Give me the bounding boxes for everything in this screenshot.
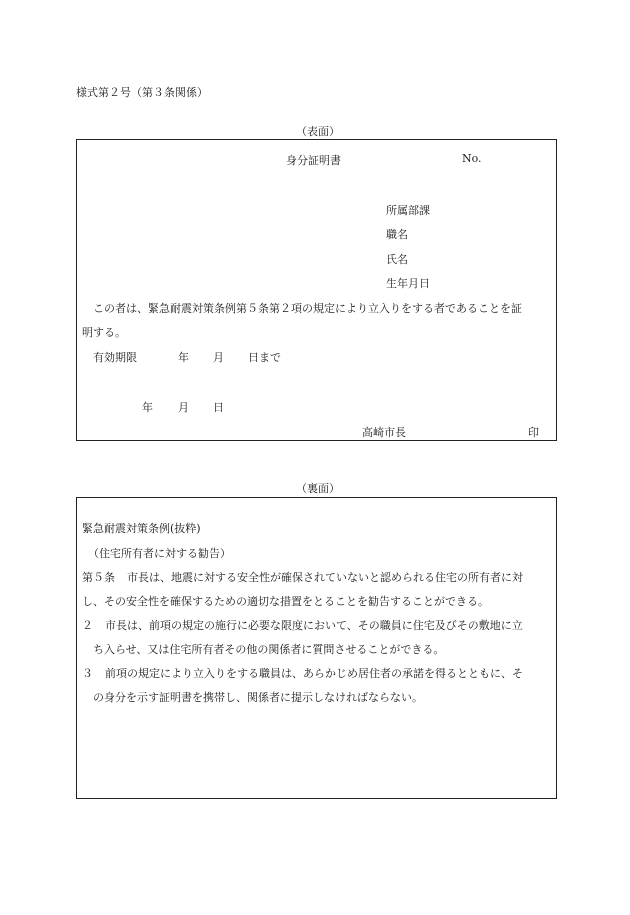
field-department: 所属部課 <box>386 204 430 217</box>
field-birthdate: 生年月日 <box>386 277 430 290</box>
form-label: 様式第２号（第３条関係） <box>76 86 208 99</box>
issue-month: 月 <box>178 401 189 414</box>
article-line-2: し、その安全性を確保するための適切な措置をとることを勧告することができる。 <box>82 595 489 608</box>
number-label: No. <box>462 152 482 165</box>
validity-day-until: 日まで <box>248 351 281 364</box>
validity-year: 年 <box>178 351 189 364</box>
article-label: 第５条 <box>82 571 115 584</box>
front-card <box>76 139 557 441</box>
certificate-title: 身分証明書 <box>286 154 341 167</box>
issue-year: 年 <box>142 401 153 414</box>
section-caption: （住宅所有者に対する勧告） <box>88 547 231 560</box>
seal-mark: 印 <box>528 426 539 439</box>
issuer: 高崎市長 <box>362 426 406 439</box>
front-heading: （表面） <box>296 125 340 138</box>
issue-day: 日 <box>213 401 224 414</box>
field-name: 氏名 <box>386 253 408 266</box>
back-heading: （裏面） <box>296 482 340 495</box>
paragraph-3-number: ３ <box>82 667 93 680</box>
validity-label: 有効期限 <box>93 351 137 364</box>
paragraph-2-number: ２ <box>82 619 93 632</box>
article-line-1: 市長は、地震に対する安全性が確保されていないと認められる住宅の所有者に対 <box>127 571 523 584</box>
paragraph-2-line-2: ち入らせ、又は住宅所有者その他の関係者に質問させることができる。 <box>93 643 445 656</box>
statement-line-1: この者は、緊急耐震対策条例第５条第２項の規定により立入りをする者であることを証 <box>93 302 522 315</box>
validity-month: 月 <box>213 351 224 364</box>
statement-line-2: 明する。 <box>82 326 126 339</box>
field-position: 職名 <box>386 228 408 241</box>
paragraph-3-line-2: の身分を示す証明書を携帯し、関係者に提示しなければならない。 <box>93 691 423 704</box>
paragraph-2-line-1: 市長は、前項の規定の施行に必要な限度において、その職員に住宅及びその敷地に立 <box>105 619 523 632</box>
ordinance-title: 緊急耐震対策条例(抜粋) <box>82 522 201 535</box>
paragraph-3-line-1: 前項の規定により立入りをする職員は、あらかじめ居住者の承諾を得るとともに、そ <box>105 667 523 680</box>
